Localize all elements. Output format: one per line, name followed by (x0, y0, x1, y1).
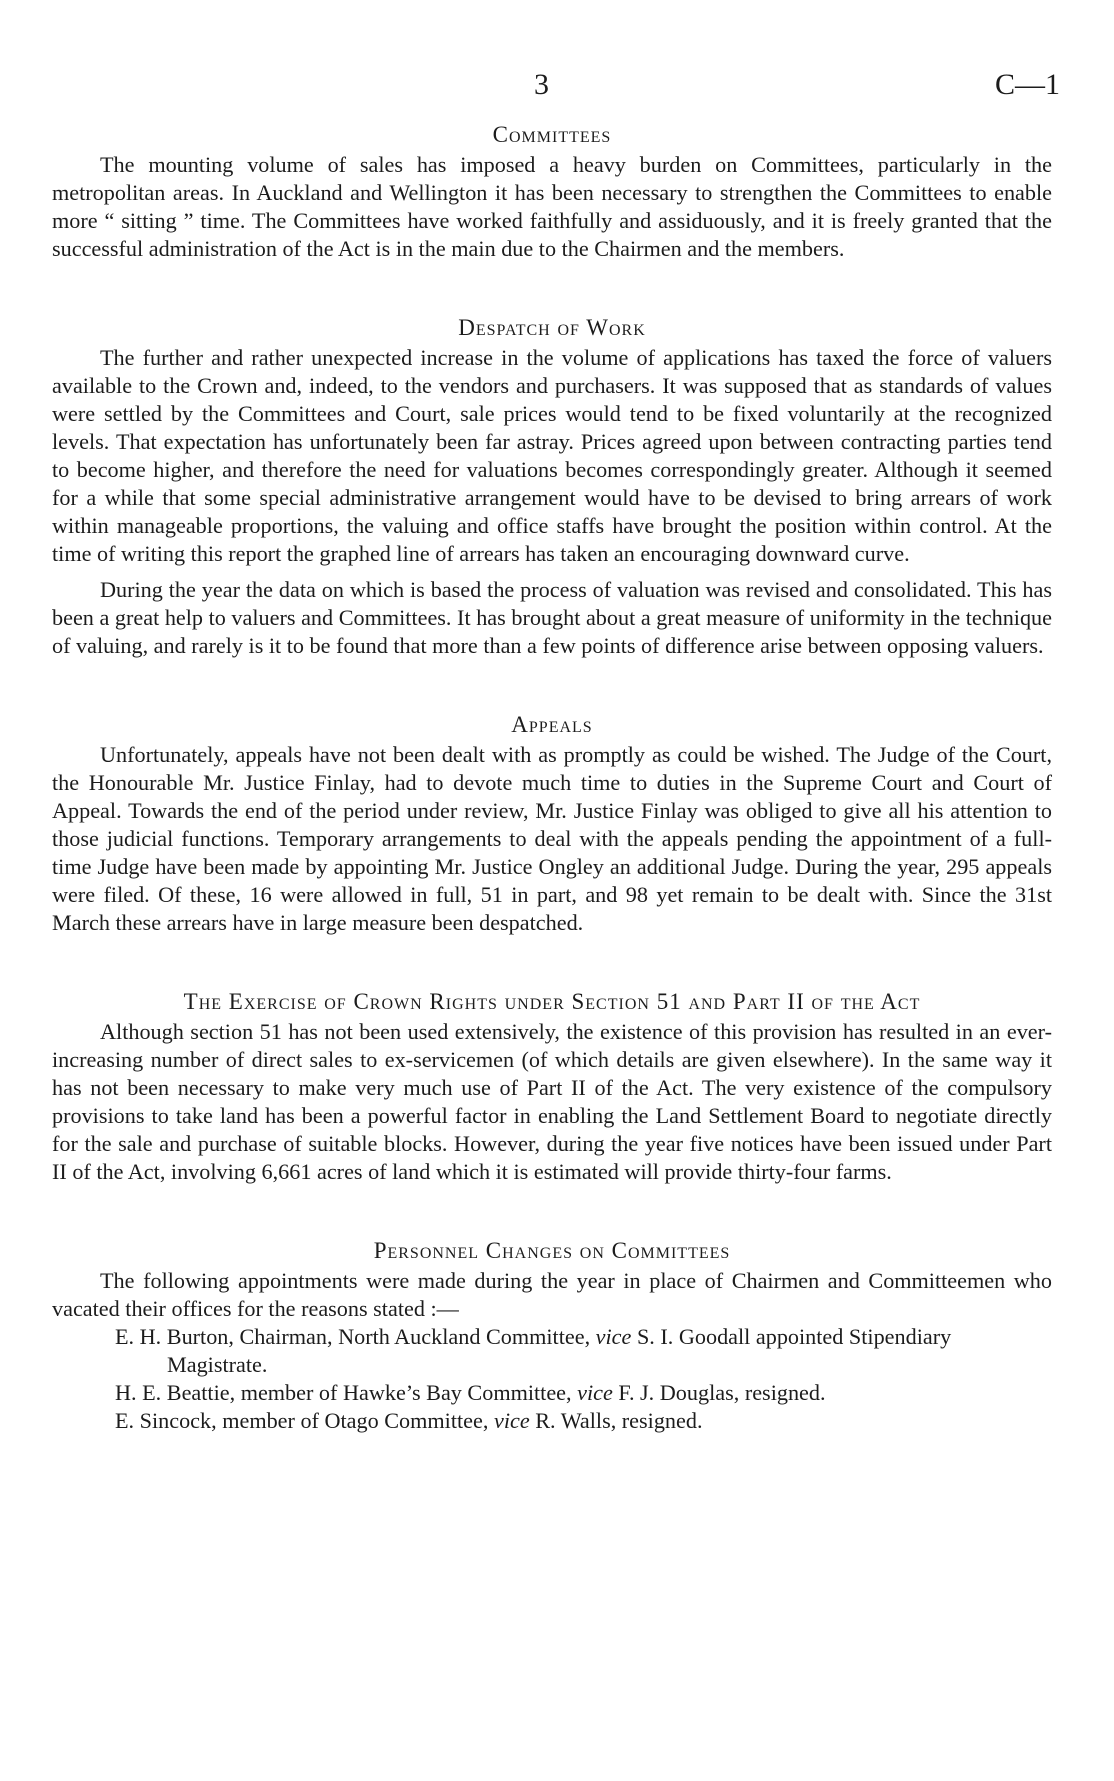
document-page (52, 68, 1060, 1435)
section-heading: Committees (492, 122, 612, 147)
appointment-item (52, 1323, 1052, 1379)
page-number: 3 (534, 68, 549, 101)
appointment-text: F. J. Douglas, resigned. (612, 1380, 826, 1405)
paragraph: During the year the data on which is based the process of valuation was revised and consolidated. This has been a great help to valuers and Committees. It has brought about a great measure of uniformity in the technique of valuing, and rarely is it to be found that more than a few points of difference arise between opposing valuers. (52, 577, 1052, 658)
vice-text: vice (595, 1324, 632, 1349)
section-heading: The Exercise of Crown Rights under Section 51 and Part II of the Act (183, 989, 921, 1014)
section-committees (52, 122, 1052, 263)
section-crown-rights (52, 989, 1052, 1186)
section-personnel-changes (52, 1238, 1052, 1435)
section-despatch-of-work (52, 315, 1052, 660)
appointment-text: E. H. Burton, Chairman, North Auckland Committee, (115, 1324, 596, 1349)
paragraph: The further and rather unexpected increase in the volume of applications has taxed the force of valuers available to the Crown and, indeed, to the vendors and purchasers. It was supposed that as standards of values were settled by the Committees and Court, sale prices would tend to be fixed voluntarily at the recognized levels. That expectation has unfortunately been far astray. Prices agreed upon between contracting parties tend to become higher, and therefore the need for valuations becomes correspondingly greater. Although it seemed for a while that some special administrative arrangement would have to be devised to bring arrears of work within manageable proportions, the valuing and office staffs have brought the position within control. At the time of writing this report the graphed line of arrears has taken an encouraging downward curve. (52, 345, 1052, 566)
appointment-text: R. Walls, resigned. (529, 1408, 703, 1433)
document-reference: C—1 (994, 68, 1060, 101)
vice-text: vice (493, 1408, 530, 1433)
vice-text: vice (577, 1380, 613, 1405)
appointment-text: H. E. Beattie, member of Hawke’s Bay Committee, (115, 1380, 578, 1405)
paragraph: The following appointments were made during the year in place of Chairmen and Committeemen who vacated their offices for the reasons stated :— (52, 1268, 1052, 1321)
paragraph: Although section 51 has not been used extensively, the existence of this provision has resulted in an ever-increasing number of direct sales to ex-servicemen (of which details are given elsewhere). In the same way it has not been necessary to make very much use of Part II of the Act. The very existence of the compulsory provisions to take land has been a powerful factor in enabling the Land Settlement Board to negotiate directly for the sale and purchase of suitable blocks. However, during the year five notices have been issued under Part II of the Act, involving 6,661 acres of land which it is estimated will provide thirty-four farms. (52, 1019, 1052, 1184)
appointment-item (52, 1407, 1052, 1435)
appointment-text: S. I. Goodall appointed Stipendiary Magistrate. (167, 1324, 952, 1377)
section-heading: Appeals (511, 712, 593, 737)
appointment-item (52, 1379, 1052, 1407)
running-head (52, 68, 1060, 108)
paragraph: Unfortunately, appeals have not been dealt with as promptly as could be wished. The Judge of the Court, the Honourable Mr. Justice Finlay, had to devote much time to duties in the Supreme Court and Court of Appeal. Towards the end of the period under review, Mr. Justice Finlay was obliged to give all his attention to those judicial functions. Temporary arrangements to deal with the appeals pending the appointment of a full-time Judge have been made by appointing Mr. Justice Ongley an additional Judge. During the year, 295 appeals were filed. Of these, 16 were allowed in full, 51 in part, and 98 yet remain to be dealt with. Since the 31st March these arrears have in large measure been despatched. (52, 742, 1052, 935)
paragraph: The mounting volume of sales has imposed a heavy burden on Committees, particularly in the metropolitan areas. In Auckland and Wellington it has been necessary to strengthen the Committees to enable more “ sitting ” time. The Committees have worked faithfully and assiduously, and it is freely granted that the successful administration of the Act is in the main due to the Chairmen and the members. (52, 152, 1052, 261)
appointments-list (52, 1323, 1052, 1435)
section-heading: Personnel Changes on Committees (373, 1238, 731, 1263)
appointment-text: E. Sincock, member of Otago Committee, (115, 1408, 494, 1433)
section-heading: Despatch of Work (458, 315, 646, 340)
section-appeals (52, 712, 1052, 937)
